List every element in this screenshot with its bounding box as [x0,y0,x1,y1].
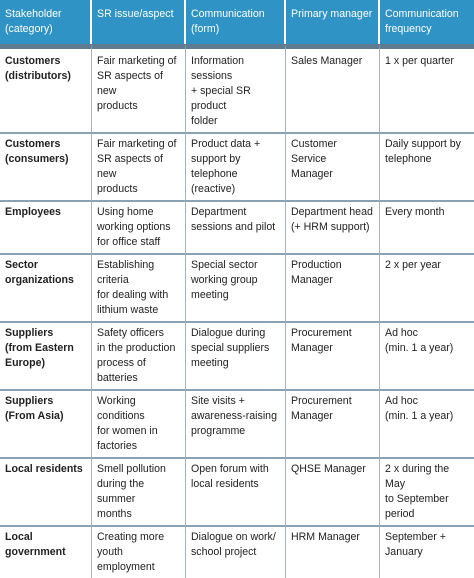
table-row [0,459,474,527]
sr-issue-cell: Creating more youth employment [92,527,186,578]
header-communication-frequency: Communication frequency [380,0,474,44]
sr-issue-cell: Fair marketing of SR aspects of new products [92,134,186,202]
frequency-cell: 1 x per quarter [380,44,474,134]
frequency-cell: 2 x during the May to September period [380,459,474,527]
communication-form-cell: Dialogue on work/ school project [186,527,286,578]
primary-manager-cell: Customer Service Manager [286,134,380,202]
stakeholder-cell: Suppliers (from Eastern Europe) [0,323,92,391]
primary-manager-cell: Procurement Manager [286,391,380,459]
table-row [0,255,474,323]
frequency-cell: Ad hoc (min. 1 a year) [380,323,474,391]
header-row [0,0,474,44]
table-row [0,202,474,255]
communication-form-cell: Special sector working group meeting [186,255,286,323]
header-stakeholder: Stakeholder (category) [0,0,92,44]
stakeholder-cell: Local residents [0,459,92,527]
table-row [0,391,474,459]
sr-issue-cell: Establishing criteria for dealing with lithium waste [92,255,186,323]
table-row [0,323,474,391]
table-row [0,44,474,134]
primary-manager-cell: Procurement Manager [286,323,380,391]
primary-manager-cell: Production Manager [286,255,380,323]
stakeholder-cell: Suppliers (From Asia) [0,391,92,459]
sr-issue-cell: Fair marketing of SR aspects of new products [92,44,186,134]
primary-manager-cell: Department head (+ HRM support) [286,202,380,255]
primary-manager-cell: Sales Manager [286,44,380,134]
table-header [0,0,474,44]
header-communication-form: Communication (form) [186,0,286,44]
stakeholder-cell: Sector organizations [0,255,92,323]
stakeholder-cell: Local government [0,527,92,578]
frequency-cell: September + January [380,527,474,578]
communication-form-cell: Open forum with local residents [186,459,286,527]
stakeholder-cell: Employees [0,202,92,255]
table-row [0,527,474,578]
frequency-cell: Every month [380,202,474,255]
header-sr-issue: SR issue/aspect [92,0,186,44]
primary-manager-cell: HRM Manager [286,527,380,578]
stakeholder-cell: Customers (distributors) [0,44,92,134]
sr-issue-cell: Using home working options for office staff [92,202,186,255]
communication-form-cell: Information sessions + special SR product folder [186,44,286,134]
sr-issue-cell: Safety officers in the production process of batteries [92,323,186,391]
communication-form-cell: Department sessions and pilot [186,202,286,255]
sr-issue-cell: Working conditions for women in factories [92,391,186,459]
primary-manager-cell: QHSE Manager [286,459,380,527]
communication-form-cell: Product data + support by telephone (reactive) [186,134,286,202]
sr-issue-cell: Smell pollution during the summer months [92,459,186,527]
frequency-cell: 2 x per year [380,255,474,323]
stakeholder-cell: Customers (consumers) [0,134,92,202]
header-primary-manager: Primary manager [286,0,380,44]
frequency-cell: Daily support by telephone [380,134,474,202]
table-row [0,134,474,202]
table-body [0,44,474,578]
communication-form-cell: Dialogue during special suppliers meeting [186,323,286,391]
frequency-cell: Ad hoc (min. 1 a year) [380,391,474,459]
communication-form-cell: Site visits + awareness-raising programme [186,391,286,459]
